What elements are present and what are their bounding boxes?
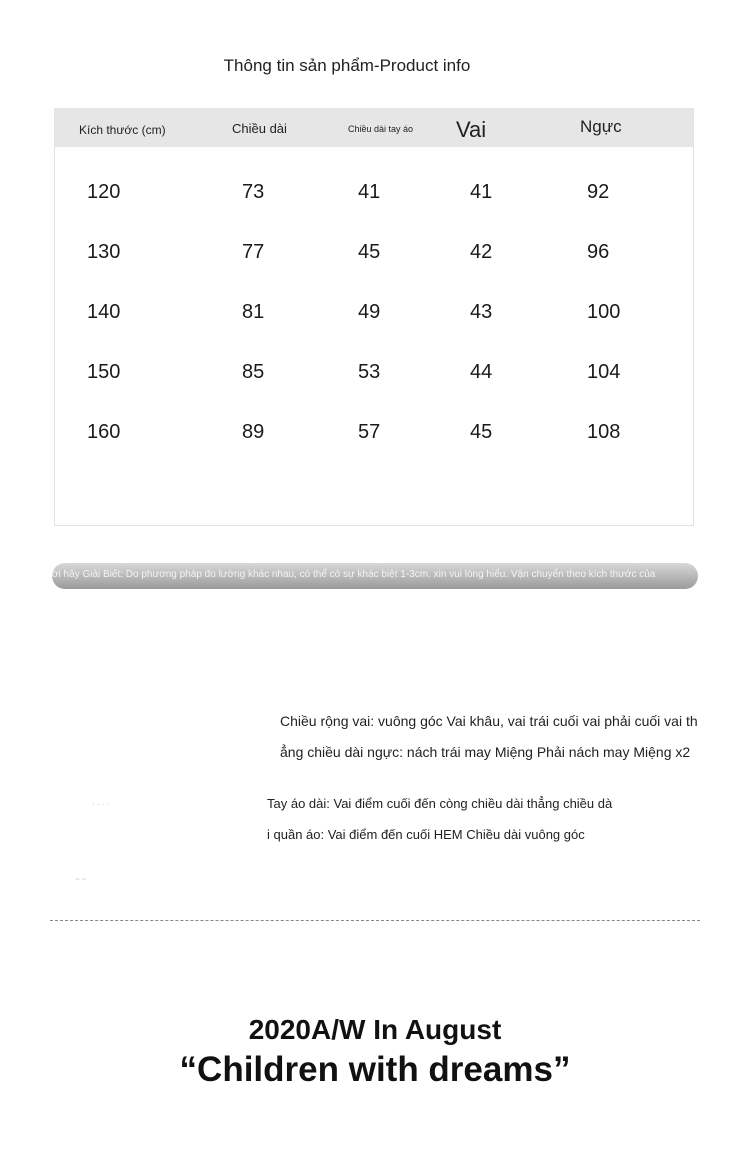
cell-size: 160: [87, 421, 121, 443]
cell-sleeve: 45: [358, 241, 381, 263]
header-chest: Ngực: [580, 117, 622, 136]
cell-chest: 100: [587, 301, 621, 323]
cell-length: 73: [242, 181, 265, 203]
measurement-disclaimer-bar: [52, 563, 698, 589]
header-shoulder: Vai: [456, 117, 487, 142]
description-line: i quần áo: Vai điểm đến cuối HEM Chiều dài vuông góc: [267, 827, 585, 842]
cell-size: 120: [87, 181, 121, 203]
cell-sleeve: 49: [358, 301, 381, 323]
collection-heading: 2020A/W In August: [248, 1014, 502, 1045]
header-length: Chiều dài: [232, 121, 287, 136]
table-row: [55, 181, 693, 211]
description-line: Chiều rộng vai: vuông góc Vai khâu, vai trái cuối vai phải cuối vai th: [280, 713, 698, 729]
cell-size: 130: [87, 241, 121, 263]
cell-sleeve: 53: [358, 361, 381, 383]
dashed-divider: [50, 920, 700, 921]
decorative-smudge-icon: ~ ~: [75, 875, 87, 884]
cell-length: 77: [242, 241, 265, 263]
cell-sleeve: 57: [358, 421, 381, 443]
cell-shoulder: 43: [470, 301, 493, 323]
decorative-dots-icon: · · · ·: [92, 800, 110, 809]
header-size: Kích thước (cm): [79, 123, 166, 137]
header-sleeve-length: Chiều dài tay áo: [348, 124, 414, 134]
cell-size: 150: [87, 361, 121, 383]
description-line: ẳng chiều dài ngực: nách trái may Miệng Phải nách may Miệng x2: [280, 744, 691, 760]
cell-sleeve: 41: [358, 181, 381, 203]
cell-chest: 108: [587, 421, 621, 443]
table-header-row: [55, 109, 693, 147]
cell-length: 89: [242, 421, 265, 443]
collection-slogan: “Children with dreams”: [179, 1050, 571, 1089]
disclaimer-text: ời hãy Giải Biết: Do phương pháp đo lường khác nhau, có thể có sự khác biệt 1-3cm. xin vui lòng hiểu. Vận chuyển theo kích thước của: [52, 569, 656, 580]
size-table: [54, 108, 694, 526]
cell-chest: 92: [587, 181, 610, 203]
cell-shoulder: 42: [470, 241, 493, 263]
page-title: Thông tin sản phẩm-Product info: [223, 56, 471, 75]
cell-chest: 104: [587, 361, 621, 383]
table-row: [55, 421, 693, 451]
cell-shoulder: 41: [470, 181, 493, 203]
table-row: [55, 301, 693, 331]
cell-length: 81: [242, 301, 265, 323]
cell-shoulder: 44: [470, 361, 493, 383]
description-line: Tay áo dài: Vai điểm cuối đến còng chiều dài thẳng chiều dà: [267, 796, 613, 811]
table-row: [55, 241, 693, 271]
cell-shoulder: 45: [470, 421, 493, 443]
cell-chest: 96: [587, 241, 610, 263]
sleeve-length-description: [267, 788, 637, 850]
cell-length: 85: [242, 361, 265, 383]
shoulder-chest-description: [280, 706, 730, 768]
table-row: [55, 361, 693, 391]
cell-size: 140: [87, 301, 121, 323]
